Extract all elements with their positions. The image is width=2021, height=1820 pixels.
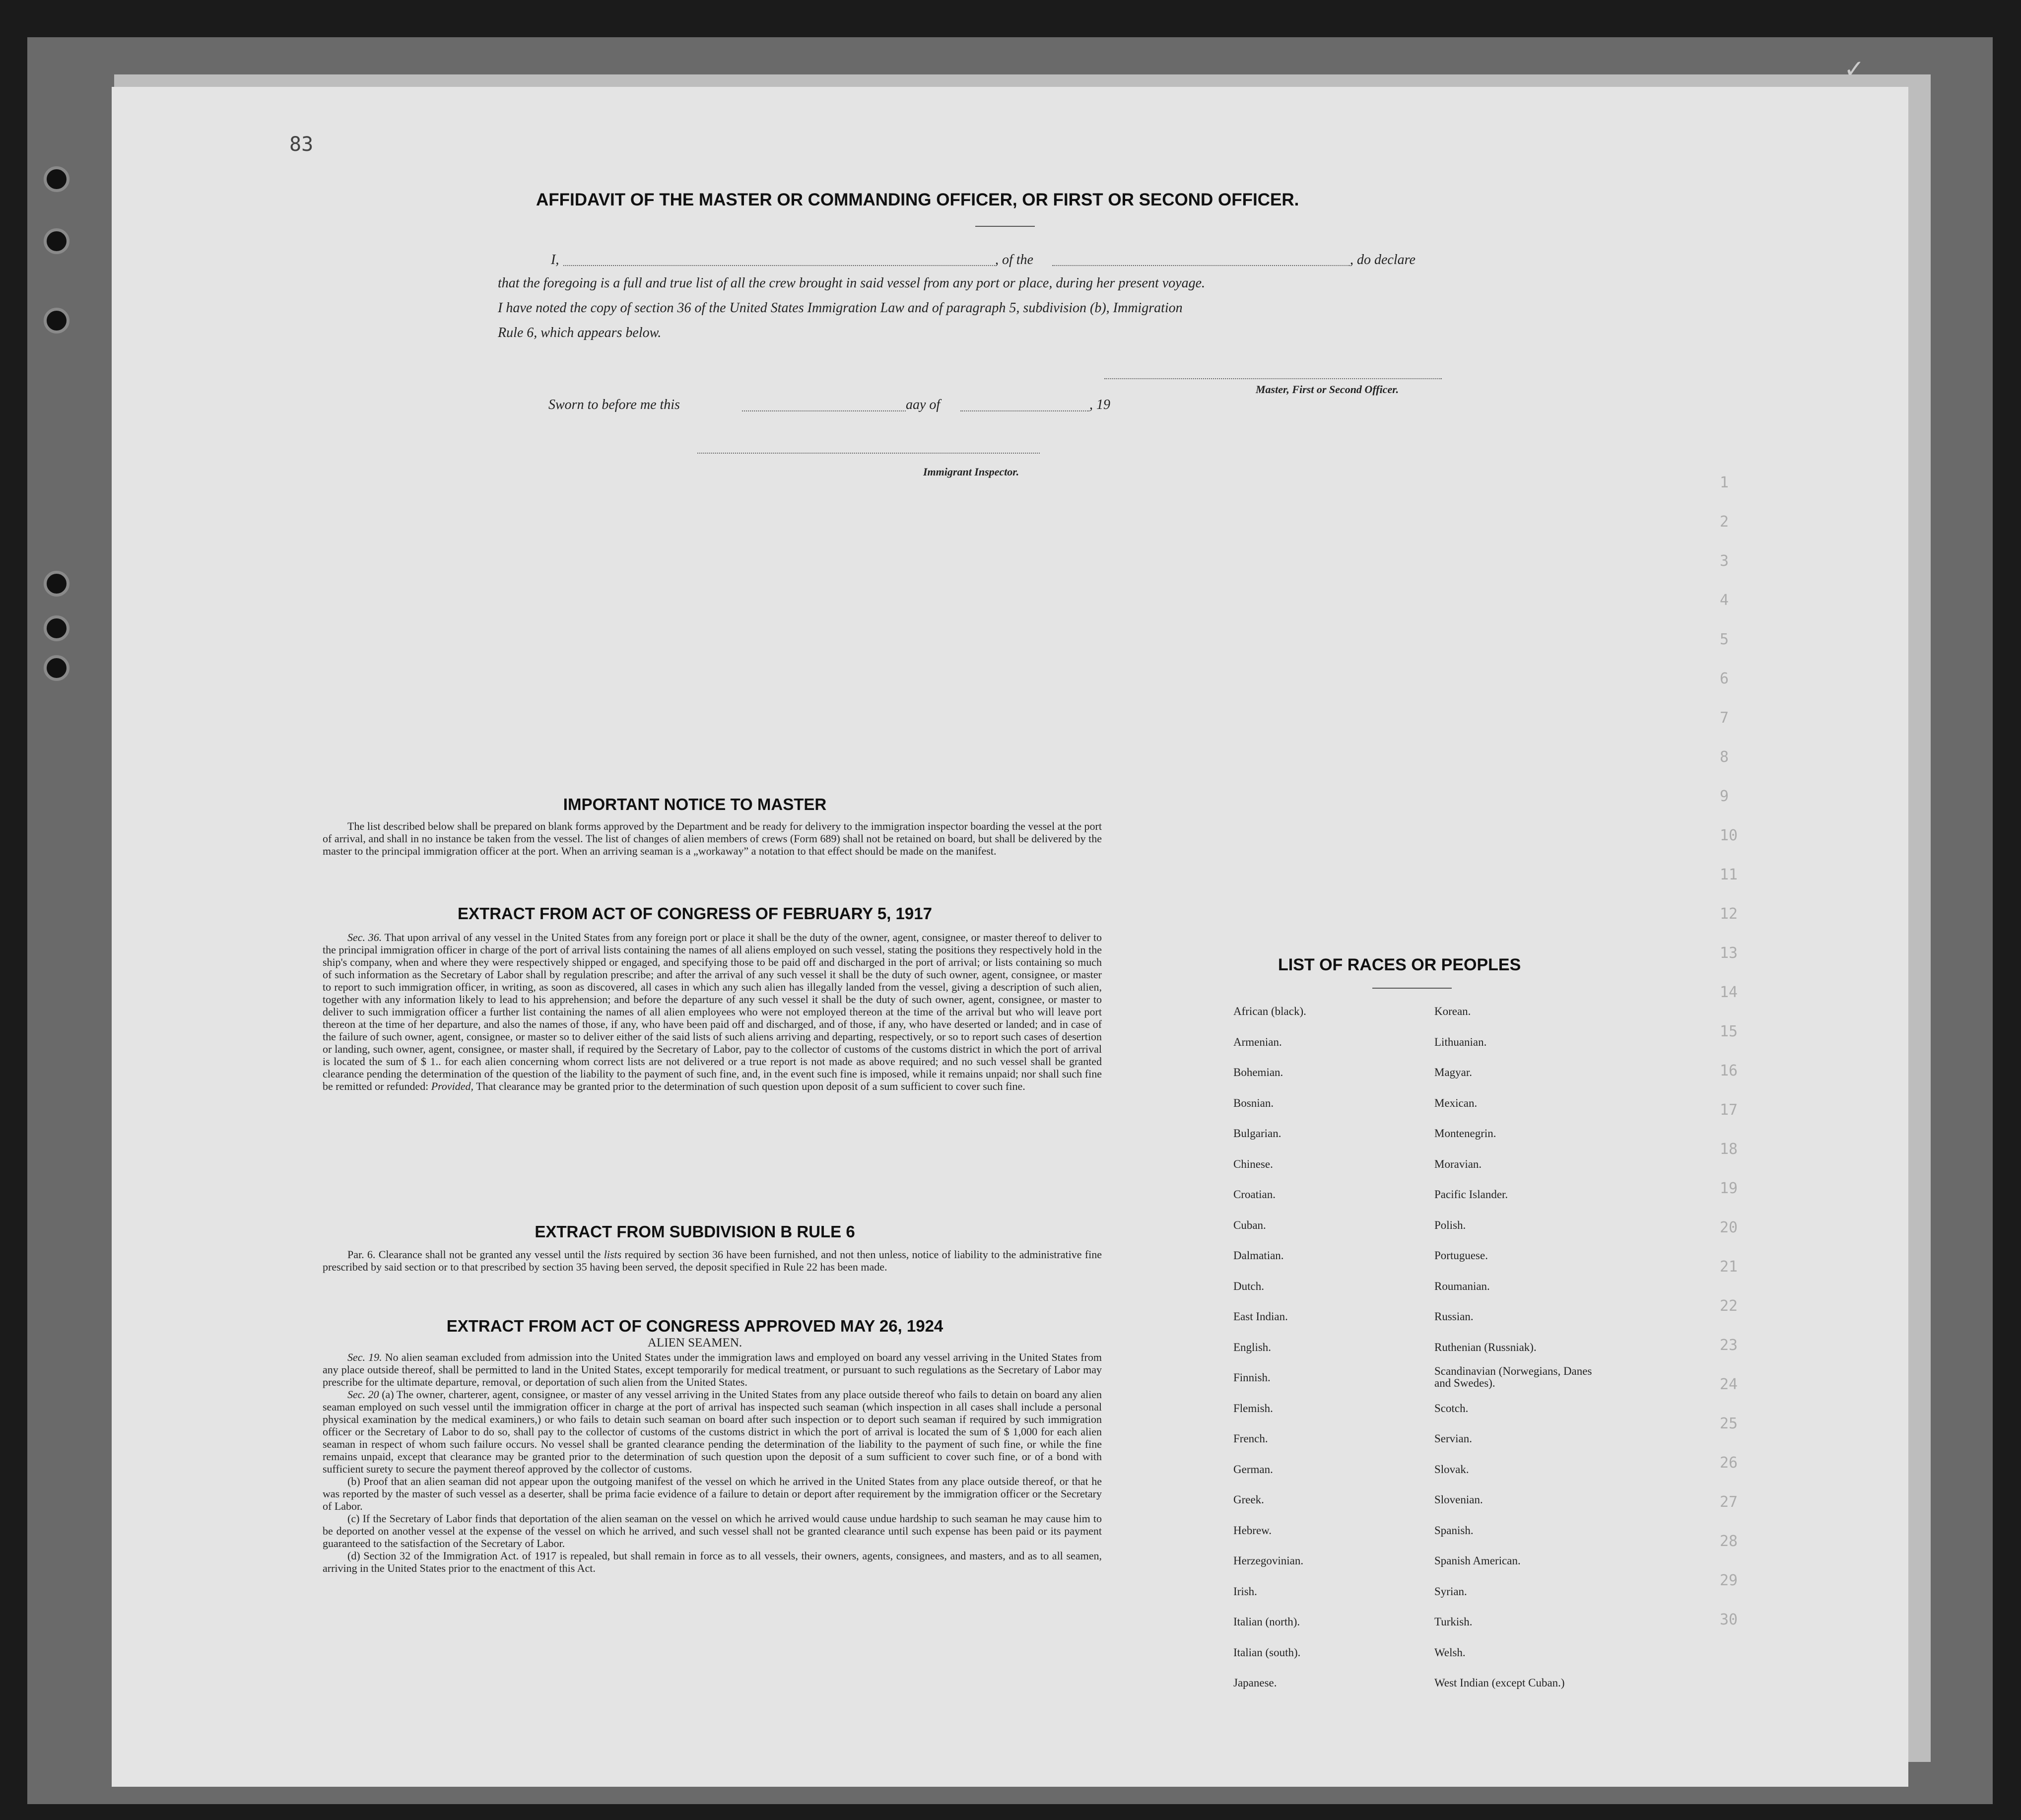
race-entry: Dalmatian.: [1233, 1249, 1284, 1262]
bleed-through-row-number: 26: [1720, 1454, 1738, 1472]
bleed-through-row-number: 30: [1720, 1611, 1738, 1628]
race-entry: Magyar.: [1434, 1066, 1473, 1079]
binding-hole: [44, 615, 69, 641]
race-entry: Croatian.: [1233, 1188, 1276, 1201]
race-entry: Greek.: [1233, 1493, 1264, 1506]
bleed-through-row-number: 24: [1720, 1376, 1738, 1393]
bleed-through-row-number: 17: [1720, 1101, 1738, 1119]
bleed-through-row-number: 10: [1720, 827, 1738, 844]
affidavit-line4: Rule 6, which appears below.: [498, 325, 662, 340]
extract-1917-text: Sec. 36. That upon arrival of any vessel in the United States from any foreign port or place it shall be the duty of the owner, agent, consignee, or master thereof to deliver to the principal immigration officer in charge of the port of arrival lists containing the names of all aliens employed on such vessel, stating the positions they respectively hold in the ship's company, when and where they were respectively shipped or engaged, and specifying those to be paid off and discharged in the port of arrival; or lists containing so much of such information as the Secretary of Labor shall by regulation prescribe; and after the arrival of any such vessel it shall be the duty of such owner, agent, consignee, or master to report to such immigration officer, in writing, as soon as discovered, all cases in which any such alien has illegally landed from the vessel, giving a description of such alien, together with any information likely to lead to his apprehension; and before the departure of any such vessel it shall be the duty of such owner, agent, consignee, or master to deliver to such immigration officer a further list containing the names of all alien employees who were not employed thereon at the time of the arrival but who will leave port thereon at the time of her departure, and also the names of those, if any, who have been paid off and discharged, and of those, if any, who have deserted or landed; and in case of the failure of such owner, agent, consignee, or master so to deliver either of the said lists of such aliens arriving and departing, respectively, or so to report such cases of desertion or landing, such owner, agent, consignee, or master shall, if required by the Secretary of Labor, pay to the collector of customs of the customs district in which the port of arrival is located the sum of $ 1.. for each alien concerning whom correct lists are not delivered or a true report is not made as above required; and no such vessel shall be granted clearance pending the determination of the question of the liability to the payment of such fine, and, in the event such fine is imposed, while it remains unpaid; nor shall such fine be remitted or refunded: Provided, That clearance may be granted prior to the determination of such question upon deposit of a sum sufficient to cover such fine.: [323, 931, 1102, 1092]
race-entry: German.: [1233, 1463, 1273, 1476]
inspector-label: Immigrant Inspector.: [923, 466, 1019, 478]
affidavit-i: I,: [551, 252, 559, 268]
bleed-through-row-number: 25: [1720, 1415, 1738, 1432]
bleed-through-row-number: 7: [1720, 709, 1729, 727]
binding-hole: [44, 571, 69, 597]
bleed-through-row-number: 12: [1720, 905, 1738, 923]
race-entry: Lithuanian.: [1434, 1035, 1487, 1048]
check-mark: ✓: [1844, 55, 1865, 83]
bleed-through-row-number: 8: [1720, 748, 1729, 766]
bleed-through-row-number: 19: [1720, 1180, 1738, 1197]
sworn-prefix: Sworn to before me this: [548, 397, 680, 412]
race-entry: Italian (south).: [1233, 1646, 1301, 1659]
race-entry: Scotch.: [1434, 1402, 1469, 1415]
bleed-through-row-number: 22: [1720, 1297, 1738, 1315]
affidavit-of-the: , of the: [995, 252, 1033, 268]
binding-hole: [44, 166, 69, 192]
affidavit-line2: that the foregoing is a full and true list of all the crew brought in said vessel from any port or place, during her present voyage.: [498, 275, 1206, 291]
race-entry: Polish.: [1434, 1218, 1466, 1231]
race-entry: East Indian.: [1233, 1310, 1288, 1323]
race-entry: Flemish.: [1233, 1402, 1273, 1415]
race-entry: Slovenian.: [1434, 1493, 1483, 1506]
sheet-number: 83: [289, 133, 314, 156]
notice-text: The list described below shall be prepared on blank forms approved by the Department and be ready for delivery to the immigration inspector boarding the vessel at the port of arrival, and shall in no instance be taken from the vessel. The list of changes of alien members of crews (Form 689) shall not be retained on board, but shall be delivered by the master to the principal immigration officer at the port. When an arriving seaman is a „workaway” a notation to that effect should be made on the manifest.: [323, 820, 1102, 857]
race-entry: Italian (north).: [1233, 1616, 1300, 1628]
bleed-through-row-number: 9: [1720, 788, 1729, 805]
race-entry: Hebrew.: [1233, 1524, 1272, 1537]
race-entry: Russian.: [1434, 1310, 1474, 1323]
race-entry: Welsh.: [1434, 1646, 1466, 1659]
sworn-month: aay of: [906, 397, 941, 412]
race-entry: Spanish American.: [1434, 1554, 1521, 1567]
race-entry: Servian.: [1434, 1432, 1473, 1445]
bleed-through-row-number: 3: [1720, 552, 1729, 570]
affidavit-line3: I have noted the copy of section 36 of the United States Immigration Law and of paragraph 5, subdivision (b), Immigration: [498, 300, 1183, 316]
bleed-through-row-number: 29: [1720, 1572, 1738, 1589]
race-entry: Irish.: [1233, 1585, 1257, 1598]
bleed-through-row-number: 20: [1720, 1219, 1738, 1236]
master-signature-line[interactable]: [1104, 377, 1442, 379]
race-entry: Ruthenian (Russniak).: [1434, 1341, 1537, 1353]
race-entry: Dutch.: [1233, 1280, 1264, 1292]
bleed-through-row-number: 4: [1720, 592, 1729, 609]
race-entry: Armenian.: [1233, 1035, 1282, 1048]
master-label: Master, First or Second Officer.: [1256, 383, 1399, 396]
sworn-year: , 19: [1089, 397, 1110, 412]
sworn-month-blank[interactable]: [960, 409, 1089, 411]
race-entry: Bulgarian.: [1233, 1127, 1281, 1140]
race-entry: Portuguese.: [1434, 1249, 1488, 1262]
bleed-through-row-number: 16: [1720, 1062, 1738, 1079]
title-rule: [975, 226, 1035, 227]
race-entry: Scandinavian (Norwegians, Danes and Swedes).: [1434, 1365, 1592, 1389]
race-entry: Montenegrin.: [1434, 1127, 1496, 1140]
bleed-through-row-number: 15: [1720, 1023, 1738, 1040]
extract-1924-title: EXTRACT FROM ACT OF CONGRESS APPROVED MAY 26, 1924: [446, 1317, 943, 1335]
bleed-through-row-number: 6: [1720, 670, 1729, 687]
races-title: LIST OF RACES OR PEOPLES: [1278, 955, 1521, 974]
race-entry: Roumanian.: [1434, 1280, 1490, 1292]
race-entry: Bohemian.: [1233, 1066, 1283, 1079]
bleed-through-row-number: 21: [1720, 1258, 1738, 1276]
bleed-through-row-number: 2: [1720, 513, 1729, 531]
vessel-blank[interactable]: [1052, 264, 1350, 266]
extract-1924-text: Sec. 19. No alien seaman excluded from admission into the United States under the immigration laws and employed on board any vessel arriving in the United States from any place outside thereof, shall be permitted to land in the United States, except temporarily for medical treatment, or pursuant to such regulations as the Secretary of Labor may prescribe for the ultimate departure, removal, or deportation of such alien from the United States. Sec. 20 (a) The owner, charterer, agent, consignee, or master of any vessel arriving in the United States from any place outside thereof who fails to detain on board any alien seaman employed on such vessel until the immigration officer in charge at the port of arrival has inspected such seaman (which inspection in all cases shall include a personal physical examination by the medical examiners,) or who fails to detain such seaman on board after such inspection or to deport such seaman if required by such immigration officer or the Secretary of Labor to do so, shall pay to the collector of customs of the customs district in which the port of arrival is located the sum of $ 1,000 for each alien seaman in respect of whom such failure occurs. No vessel shall be granted clearance pending the determination of the liability to the payment of such fine, or while the fine remains unpaid, except that clearance may be granted prior to the determination of such question upon the deposit of a sum sufficient to cover such fine, or of a bond with sufficient surety to secure the payment thereof approved by the collector of customs. (b) Proof that an alien seaman did not appear upon the outgoing manifest of the vessel on which he arrived in the United States from any place outside thereof, or that he was reported by the master of such vessel as a deserter, shall be prima facie evidence of a failure to detain or deport after requirement by the immigration officer or the Secretary of Labor. (c) If the Secretary of Labor finds that deportation of the alien seaman on the vessel on which he arrived would cause undue hardship to such seaman he may cause him to be deported on another vessel at the expense of the vessel on which he arrived, and such vessel shall not be granted clearance until such expense has been paid or its payment guaranteed to the satisfaction of the Secretary of Labor. (d) Section 32 of the Immigration Act. of 1917 is repealed, but shall remain in force as to all vessels, their owners, agents, consignees, and masters, and as to all seamen, arriving in the United States prior to the enactment of this Act.: [323, 1351, 1102, 1574]
bleed-through-row-number: 28: [1720, 1533, 1738, 1550]
race-entry: French.: [1233, 1432, 1268, 1445]
bleed-through-row-number: 18: [1720, 1141, 1738, 1158]
race-entry: Japanese.: [1233, 1677, 1277, 1689]
affidavit-do-declare: , do declare: [1350, 252, 1415, 268]
race-entry: Bosnian.: [1233, 1096, 1274, 1109]
race-entry: Cuban.: [1233, 1218, 1266, 1231]
binding-hole: [44, 308, 69, 334]
inspector-signature-line[interactable]: [697, 452, 1040, 454]
bleed-through-row-number: 1: [1720, 474, 1729, 491]
bleed-through-row-number: 27: [1720, 1493, 1738, 1511]
race-entry: Moravian.: [1434, 1157, 1482, 1170]
race-entry: African (black).: [1233, 1005, 1306, 1017]
race-entry: Mexican.: [1434, 1096, 1478, 1109]
race-entry: Chinese.: [1233, 1157, 1273, 1170]
race-entry: Pacific Islander.: [1434, 1188, 1508, 1201]
notice-title: IMPORTANT NOTICE TO MASTER: [563, 795, 827, 813]
name-blank[interactable]: [563, 264, 995, 266]
bleed-through-row-number: 11: [1720, 866, 1738, 883]
race-entry: Korean.: [1434, 1005, 1471, 1017]
bleed-through-row-number: 13: [1720, 944, 1738, 962]
race-entry: Slovak.: [1434, 1463, 1469, 1476]
affidavit-title: AFFIDAVIT OF THE MASTER OR COMMANDING OFFICER, OR FIRST OR SECOND OFFICER.: [536, 190, 1299, 209]
sworn-day-blank[interactable]: [742, 409, 906, 411]
race-entry: Syrian.: [1434, 1585, 1467, 1598]
race-entry: English.: [1233, 1341, 1272, 1353]
extract-1917-title: EXTRACT FROM ACT OF CONGRESS OF FEBRUARY 5, 1917: [458, 904, 932, 923]
rule6-text: Par. 6. Clearance shall not be granted any vessel until the lists required by section 36 have been furnished, and not then unless, notice of liability to the administrative fine prescribed by said section or to that prescribed by section 35 having been served, the deposit specified in Rule 22 has been made.: [323, 1248, 1102, 1273]
rule6-title: EXTRACT FROM SUBDIVISION B RULE 6: [535, 1222, 855, 1241]
race-entry: Finnish.: [1233, 1371, 1271, 1384]
races-rule: [1372, 988, 1452, 989]
binding-hole: [44, 655, 69, 681]
bleed-through-row-number: 5: [1720, 631, 1729, 648]
extract-1924-subtitle: ALIEN SEAMEN.: [647, 1336, 742, 1349]
race-entry: Herzegovinian.: [1233, 1554, 1304, 1567]
race-entry: Turkish.: [1434, 1616, 1473, 1628]
race-entry: West Indian (except Cuban.): [1434, 1677, 1565, 1689]
bleed-through-row-number: 23: [1720, 1337, 1738, 1354]
bleed-through-row-number: 14: [1720, 984, 1738, 1001]
race-entry: Spanish.: [1434, 1524, 1474, 1537]
binding-hole: [44, 228, 69, 254]
